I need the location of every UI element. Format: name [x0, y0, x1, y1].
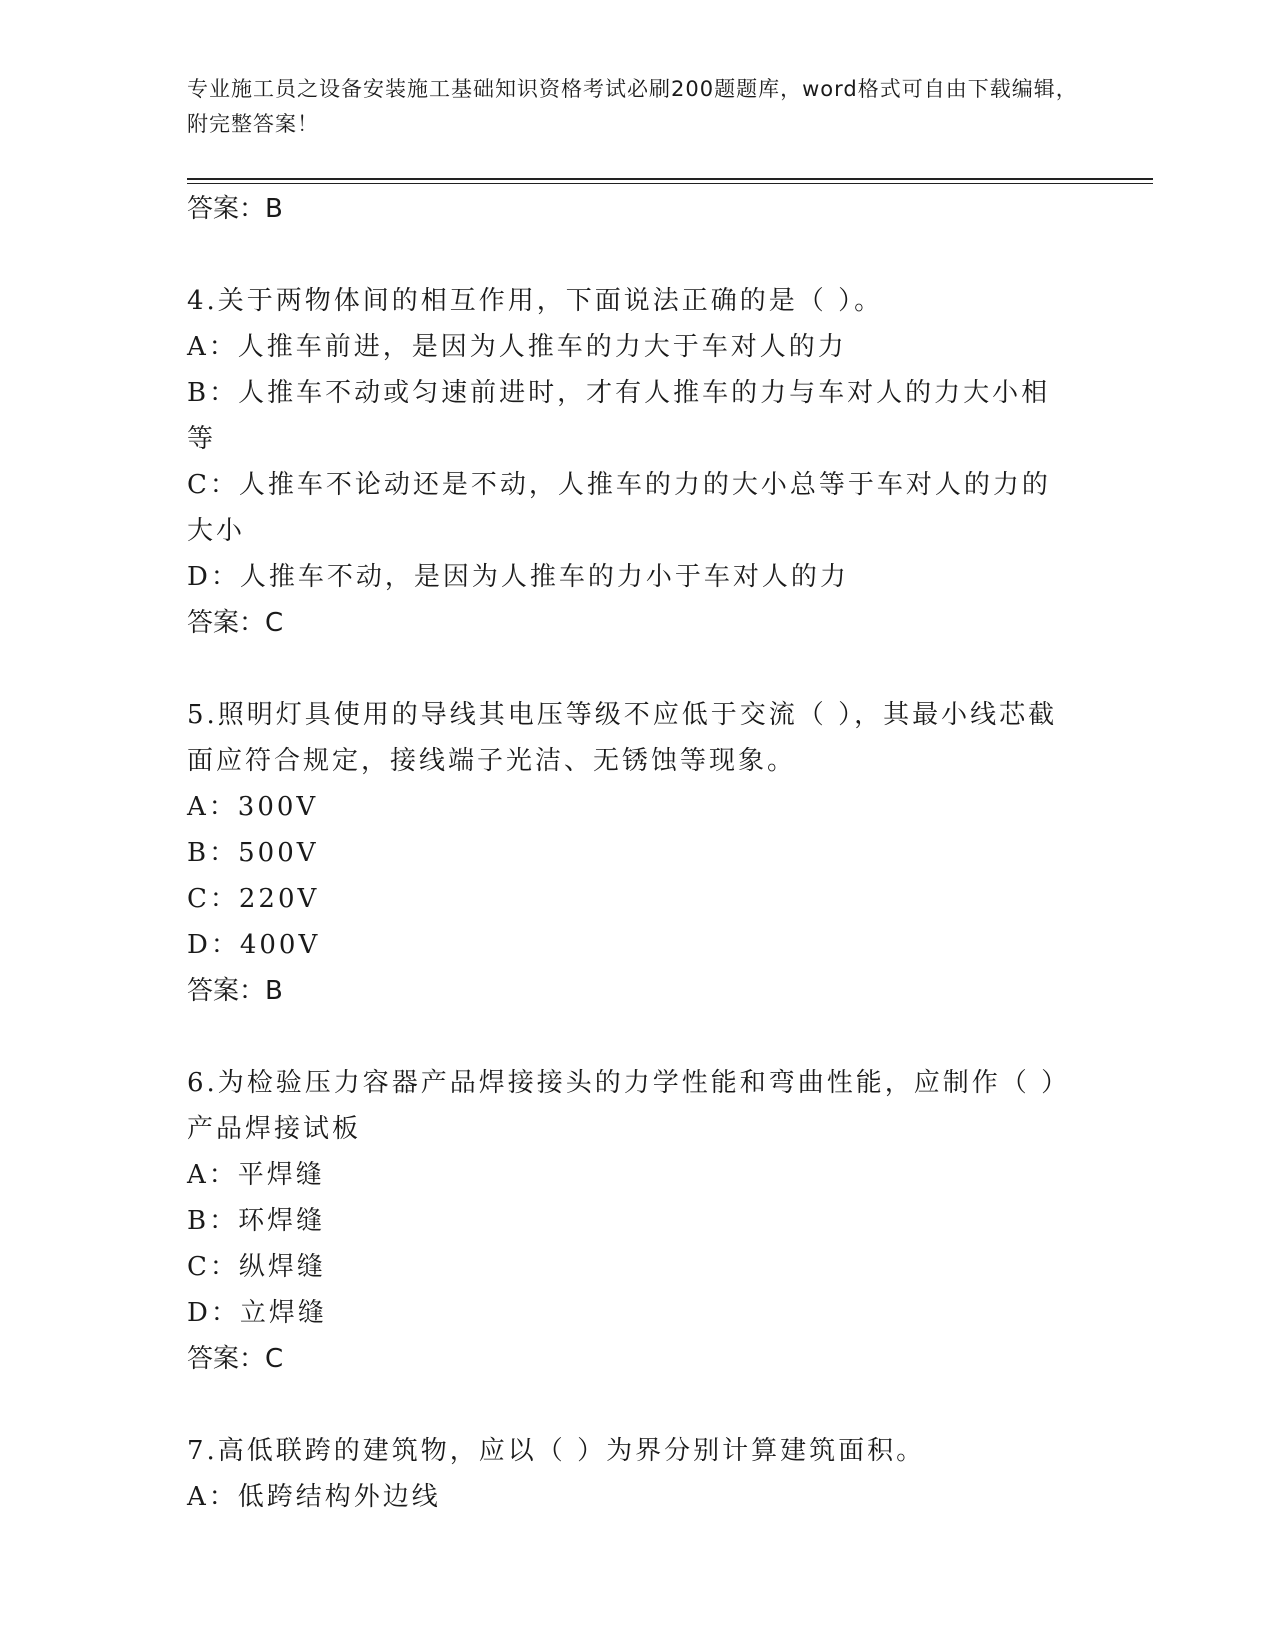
answer-line: 答案：B — [187, 194, 283, 224]
option-c: C：人推车不论动还是不动，人推车的力的大小总等于车对人的力的大小 — [187, 470, 1051, 546]
spacer — [187, 1382, 1077, 1428]
option-d: D：立焊缝 — [187, 1298, 327, 1328]
question-block — [187, 278, 1077, 646]
question-list — [187, 186, 1077, 1520]
option-a: A：平焊缝 — [187, 1160, 325, 1190]
answer-line: 答案：C — [187, 608, 284, 638]
question-text: 4.关于两物体间的相互作用，下面说法正确的是（ ）。 — [187, 286, 884, 316]
option-a: A：人推车前进，是因为人推车的力大于车对人的力 — [187, 332, 847, 362]
spacer — [187, 232, 1077, 278]
question-text: 5.照明灯具使用的导线其电压等级不应低于交流（ ），其最小线芯截面应符合规定，接线端子光洁、无锈蚀等现象。 — [187, 700, 1058, 776]
spacer — [187, 646, 1077, 692]
option-c: C：纵焊缝 — [187, 1252, 326, 1282]
option-a: A：300V — [187, 792, 319, 822]
option-d: D：人推车不动，是因为人推车的力小于车对人的力 — [187, 562, 849, 592]
option-b: B：环焊缝 — [187, 1206, 326, 1236]
question-text: 6.为检验压力容器产品焊接接头的力学性能和弯曲性能，应制作（ ）产品焊接试板 — [187, 1068, 1071, 1144]
option-c: C：220V — [187, 884, 320, 914]
answer-line: 答案：B — [187, 976, 283, 1006]
question-block — [187, 1428, 1077, 1520]
question-block — [187, 692, 1077, 1014]
spacer — [187, 1014, 1077, 1060]
header-divider — [187, 178, 1153, 184]
option-d: D：400V — [187, 930, 321, 960]
option-b: B：500V — [187, 838, 319, 868]
option-a: A：低跨结构外边线 — [187, 1482, 441, 1512]
question-block — [187, 1060, 1077, 1382]
page-header: 专业施工员之设备安装施工基础知识资格考试必刷200题题库，word格式可自由下载编辑，附完整答案！ — [187, 77, 1078, 136]
question-text: 7.高低联跨的建筑物，应以（ ）为界分别计算建筑面积。 — [187, 1436, 926, 1466]
answer-line: 答案：C — [187, 1344, 284, 1374]
option-b: B：人推车不动或匀速前进时，才有人推车的力与车对人的力大小相等 — [187, 378, 1051, 454]
